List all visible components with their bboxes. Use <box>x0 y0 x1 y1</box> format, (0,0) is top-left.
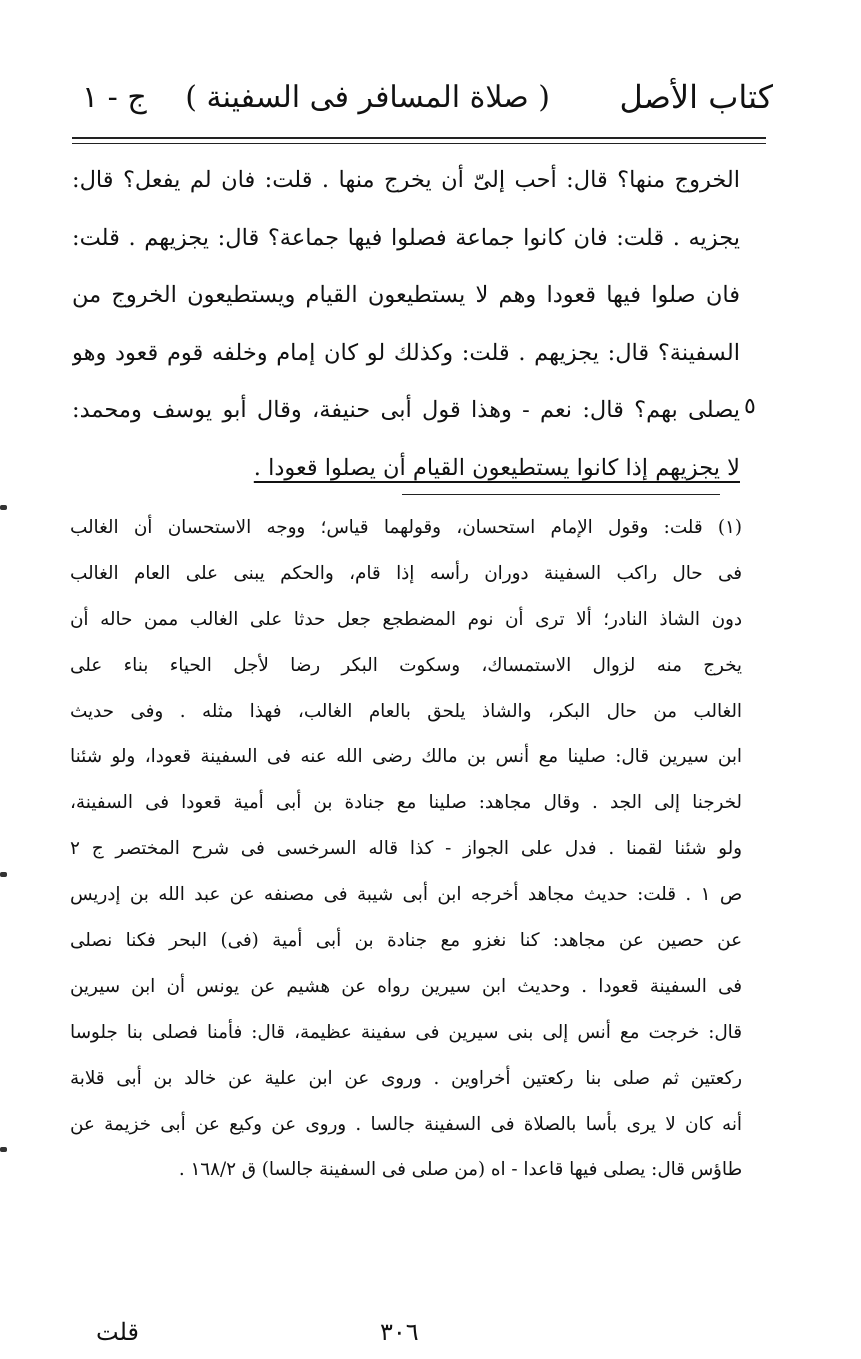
main-line: فان صلوا فيها قعودا وهم لا يستطيعون القيام ويستطيعون الخروج من <box>72 282 740 309</box>
binding-mark <box>0 872 7 877</box>
section-title: ( صلاة المسافر فى السفينة ) <box>185 80 550 115</box>
footnote-line: ابن سيرين قال: صلينا مع أنس بن مالك رضى الله عنه فى السفينة قعودا، ولو شئنا <box>70 746 742 768</box>
footnote-line: فى السفينة قعودا . وحديث ابن سيرين رواه عن هشيم عن يونس أن ابن سيرين <box>70 975 742 997</box>
footnote-line: ولو شئنا لقمنا . فدل على الجواز - كذا قاله السرخسى فى شرح المختصر ج ٢ <box>70 838 742 860</box>
footnote-line: طاؤس قال: يصلى فيها قاعدا - اه (من صلى فى السفينة جالسا) ق ١٦٨/٢ . <box>178 1159 742 1181</box>
main-text <box>72 152 740 498</box>
footnote-line: فى حال راكب السفينة دوران رأسه إذا قام، والحكم يبنى على العام الغالب <box>70 562 742 584</box>
header-rule-thin <box>72 143 766 144</box>
footnote-line: لخرجنا إلى الجد . وقال مجاهد: صلينا مع جنادة بن أبى أمية قعودا فى السفينة، <box>70 792 742 814</box>
footnote-line: الغالب من حال البكر، والشاذ يلحق بالعام الغالب، فهذا مثله . وفى حديث <box>70 700 742 722</box>
header-rule-thick <box>72 137 766 139</box>
binding-mark <box>0 505 7 510</box>
main-line: يصلى بهم؟ قال: نعم - وهذا قول أبى حنيفة، وقال أبو يوسف ومحمد: <box>72 397 740 424</box>
binding-mark <box>0 1147 7 1152</box>
footnote-line: عن حصين عن مجاهد: كنا نغزو مع جنادة بن أبى أمية (فى) البحر فكنا نصلى <box>70 930 742 952</box>
main-line: الخروج منها؟ قال: أحب إلىّ أن يخرج منها . قلت: فان لم يفعل؟ قال: <box>72 167 740 193</box>
footnote-text <box>70 505 742 1193</box>
book-title: كتاب الأصل <box>619 78 773 116</box>
footnote-line: (١) قلت: وقول الإمام استحسان، وقولهما قياس؛ ووجه الاستحسان أن الغالب <box>70 517 742 538</box>
main-line: السفينة؟ قال: يجزيهم . قلت: وكذلك لو كان إمام وخلفه قوم قعود وهو <box>72 339 740 366</box>
page-number: ٣٠٦ <box>380 1318 419 1346</box>
footnote-line: دون الشاذ النادر؛ ألا ترى أن نوم المضطجع جعل حدثا على الغالب ممن حاله أن <box>70 608 742 630</box>
volume-label: ج - ١ <box>82 80 147 115</box>
footnote-line: ركعتين ثم صلى بنا ركعتين أخراوين . وروى عن ابن علية عن خالد بن أبى قلابة <box>70 1067 742 1089</box>
footnote-line: أنه كان لا يرى بأسا بالصلاة فى السفينة جالسا . وروى عن وكيع عن أبى خزيمة عن <box>70 1113 742 1135</box>
footnote-line: قال: خرجت مع أنس إلى بنى سيرين فى سفينة عظيمة، قال: فأمنا فصلى بنا جلوسا <box>70 1021 742 1043</box>
page-header <box>0 78 861 128</box>
footnote-separator <box>402 494 720 495</box>
main-line: لا يجزيهم إذا كانوا يستطيعون القيام أن يصلوا قعودا . <box>253 454 740 481</box>
footnote-line: ص ١ . قلت: حديث مجاهد أخرجه ابن أبى شيبة فى مصنفه عن عبد الله بن إدريس <box>70 884 742 906</box>
line-number-marker: ٥ <box>744 394 756 419</box>
main-line: يجزيه . قلت: فان كانوا جماعة فصلوا فيها جماعة؟ قال: يجزيهم . قلت: <box>72 224 740 251</box>
catchword: قلت <box>96 1318 139 1346</box>
footnote-line: يخرج منه لزوال الاستمساك، وسكوت البكر رضا لأجل الحياء بناء على <box>70 654 742 676</box>
